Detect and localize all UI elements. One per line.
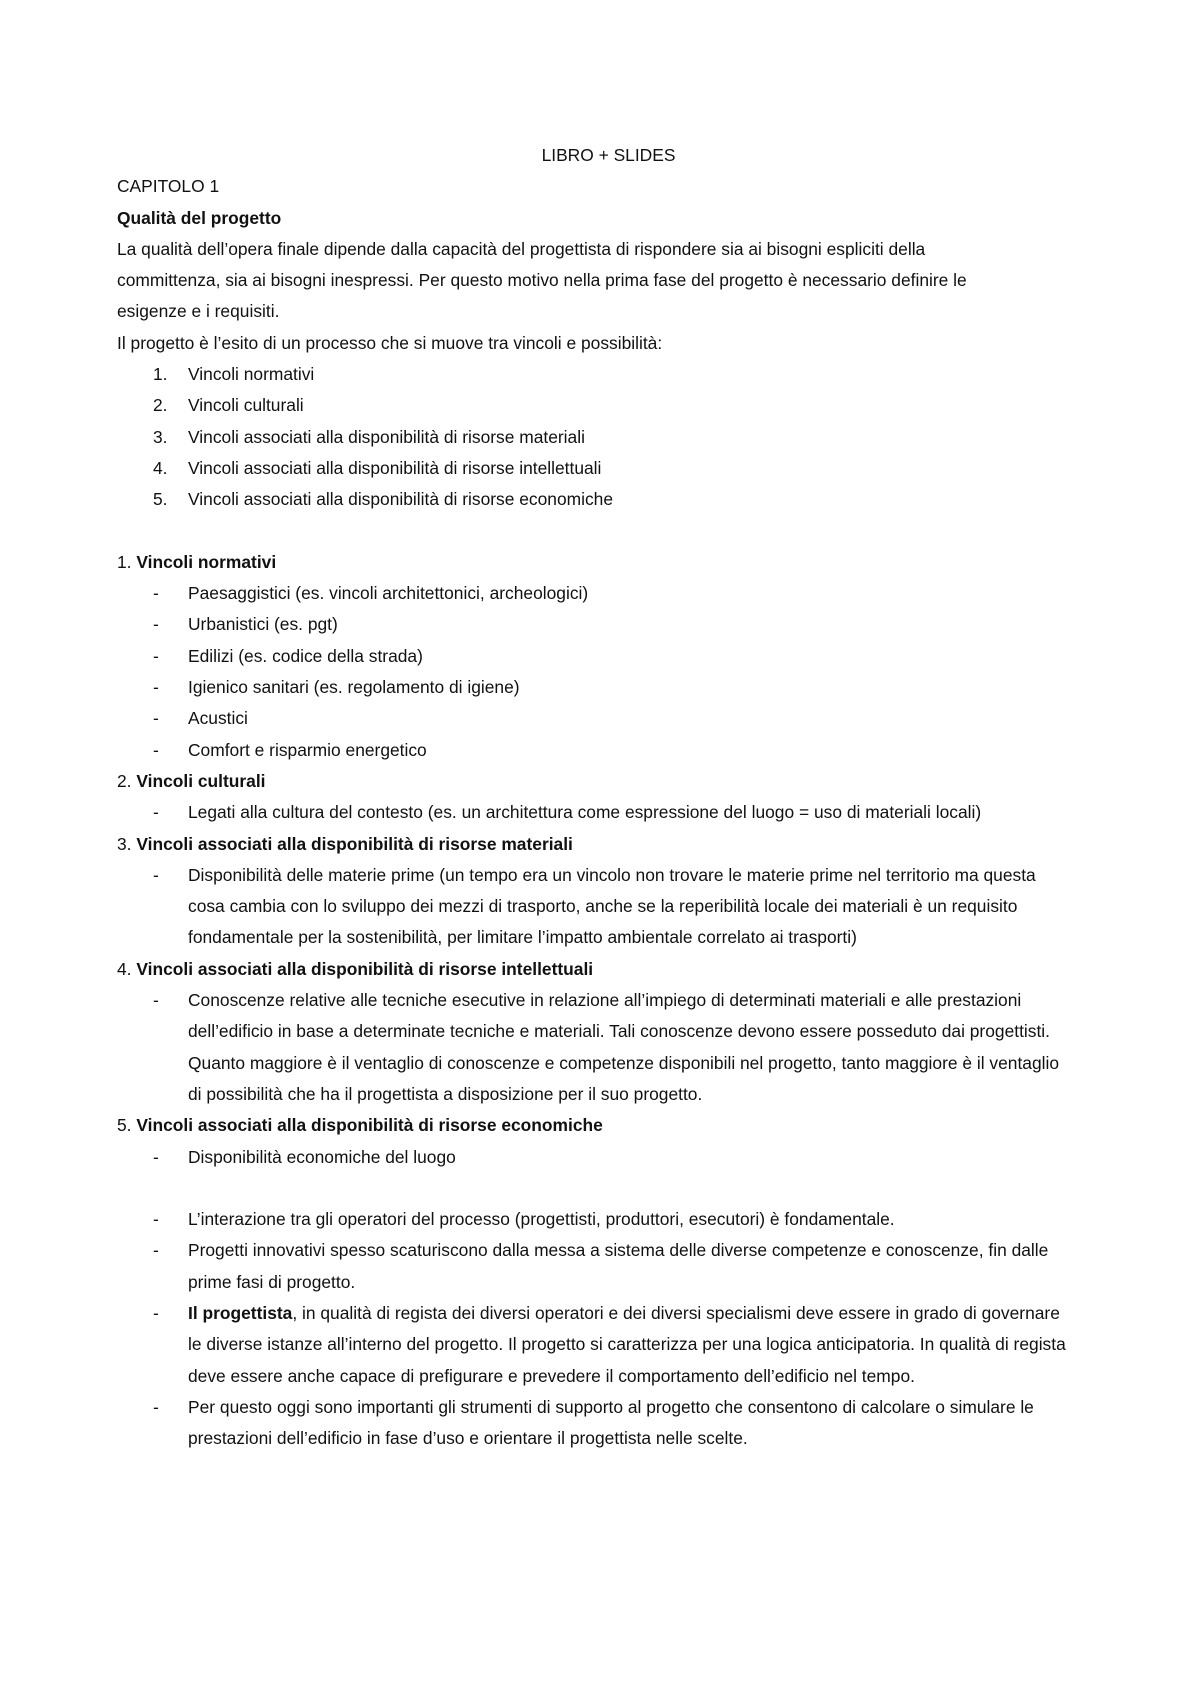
blank-line xyxy=(117,1173,1100,1204)
subsection-heading xyxy=(117,954,1100,985)
subsection-number: 3. xyxy=(117,833,137,854)
list-item-text: Comfort e risparmio energetico xyxy=(188,739,427,760)
list-item-text: Vincoli associati alla disponibilità di risorse intellettuali xyxy=(188,457,602,478)
list-item-text: Vincoli normativi xyxy=(188,364,315,385)
dash-bullet: - xyxy=(153,677,159,698)
list-item-text: Disponibilità economiche del luogo xyxy=(188,1146,456,1167)
list-item-text: Per questo oggi sono importanti gli strumenti di supporto al progetto che consentono di calcolare o simulare le prestazioni dell’edificio in fase d’uso e orientare il progettista nelle scelte. xyxy=(188,1396,1034,1449)
subsection-title: Vincoli culturali xyxy=(136,770,266,791)
list-item-text: Vincoli associati alla disponibilità di risorse materiali xyxy=(188,426,585,447)
chapter-heading: CAPITOLO 1 xyxy=(117,176,220,197)
list-item xyxy=(117,609,1100,640)
list-number: 5. xyxy=(153,489,168,510)
list-item xyxy=(117,703,1100,734)
list-item-text: Acustici xyxy=(188,708,248,729)
list-item xyxy=(117,1142,1100,1173)
subsection-number: 4. xyxy=(117,958,137,979)
list-number: 4. xyxy=(153,457,168,478)
dash-bullet: - xyxy=(153,739,159,760)
blank-line xyxy=(117,516,1100,547)
subsection-title: Vincoli normativi xyxy=(136,551,277,572)
document-title: LIBRO + SLIDES xyxy=(541,145,676,165)
dash-bullet: - xyxy=(153,864,159,885)
list-item xyxy=(117,860,1100,954)
subsection-heading xyxy=(117,1110,1100,1141)
subsection-title: Vincoli associati alla disponibilità di risorse materiali xyxy=(136,833,573,854)
subsection-title: Vincoli associati alla disponibilità di risorse economiche xyxy=(136,1115,603,1136)
dash-bullet: - xyxy=(153,1396,159,1417)
dash-bullet: - xyxy=(153,1302,159,1323)
list-number: 2. xyxy=(153,395,168,416)
dash-bullet: - xyxy=(153,583,159,604)
list-item xyxy=(117,1298,1100,1392)
list-item-text: Vincoli associati alla disponibilità di risorse economiche xyxy=(188,489,614,510)
list-item-continuation: , in qualità di regista dei diversi operatori e dei diversi specialismi deve essere in grado di governare le diverse istanze all’interno del progetto. Il progetto si caratterizza per una logica anticipatoria. In qualità di regista deve essere anche capace di prefigurare e prevedere il comportamento dell’edificio nel tempo. xyxy=(188,1302,1066,1386)
subsection-number: 1. xyxy=(117,551,137,572)
dash-bullet: - xyxy=(153,990,159,1011)
list-number: 1. xyxy=(153,364,168,385)
list-item xyxy=(117,797,1100,828)
subsection-number: 5. xyxy=(117,1115,137,1136)
list-item xyxy=(117,735,1100,766)
subsection-number: 2. xyxy=(117,770,137,791)
subsection-heading xyxy=(117,766,1100,797)
dash-bullet: - xyxy=(153,614,159,635)
list-item-text: L’interazione tra gli operatori del processo (progettisti, produttori, esecutori) è fondamentale. xyxy=(188,1209,895,1230)
dash-bullet: - xyxy=(153,802,159,823)
list-item xyxy=(117,985,1100,1110)
dash-bullet: - xyxy=(153,1146,159,1167)
list-item xyxy=(117,422,1100,453)
list-item xyxy=(117,672,1100,703)
list-number: 3. xyxy=(153,426,168,447)
dash-bullet: - xyxy=(153,708,159,729)
list-item xyxy=(117,359,1100,390)
list-item-text: Paesaggistici (es. vincoli architettonici, archeologici) xyxy=(188,583,589,604)
section-heading: Qualità del progetto xyxy=(117,207,282,228)
subsection-title: Vincoli associati alla disponibilità di risorse intellettuali xyxy=(136,958,594,979)
list-item xyxy=(117,484,1100,515)
list-item-text: Edilizi (es. codice della strada) xyxy=(188,645,423,666)
list-item-text: Urbanistici (es. pgt) xyxy=(188,614,338,635)
list-item xyxy=(117,1392,1100,1455)
subsection-heading xyxy=(117,829,1100,860)
list-item-text: Legati alla cultura del contesto (es. un architettura come espressione del luogo = uso di materiali locali) xyxy=(188,802,982,823)
list-item xyxy=(117,641,1100,672)
emphasis-text: Il progettista xyxy=(188,1302,293,1323)
intro-paragraph: La qualità dell’opera finale dipende dalla capacità del progettista di rispondere sia ai bisogni espliciti della committenza, sia ai bisogni inespressi. Per questo motivo nella prima fase del progetto è necessario definire le esigenze e i requisiti. xyxy=(117,238,967,322)
process-sentence: Il progetto è l’esito di un processo che si muove tra vincoli e possibilità: xyxy=(117,332,663,353)
list-item xyxy=(117,453,1100,484)
list-item-text: Vincoli culturali xyxy=(188,395,304,416)
subsection-heading xyxy=(117,547,1100,578)
list-item-text: Progetti innovativi spesso scaturiscono dalla messa a sistema delle diverse competenze e conoscenze, fin dalle prime fasi di progetto. xyxy=(188,1240,1049,1292)
list-item xyxy=(117,390,1100,421)
dash-bullet: - xyxy=(153,1209,159,1230)
list-item xyxy=(117,1235,1100,1298)
list-item-text: Disponibilità delle materie prime (un tempo era un vincolo non trovare le materie prime nel territorio ma questa cosa cambia con lo sviluppo dei mezzi di trasporto, anche se la reperibilità locale dei materiali è un requisito fondamentale per la sostenibilità, per limitare l’impatto ambientale correlato ai trasporti) xyxy=(188,864,1036,948)
list-item xyxy=(117,1204,1100,1235)
list-item xyxy=(117,578,1100,609)
list-item-text: Conoscenze relative alle tecniche esecutive in relazione all’impiego di determinati materiali e alle prestazioni dell’edificio in base a determinate tecniche e materiali. Tali conoscenze devono essere posseduto dai progettisti. Quanto maggiore è il ventaglio di conoscenze e competenze disponibili nel progetto, tanto maggiore è il ventaglio di possibilità che ha il progettista a disposizione per il suo progetto. xyxy=(188,990,1060,1104)
dash-bullet: - xyxy=(153,1240,159,1261)
list-item-text: Igienico sanitari (es. regolamento di igiene) xyxy=(188,677,520,698)
vincoli-numbered-list xyxy=(117,359,1100,515)
list-item-text xyxy=(188,1298,1068,1392)
dash-bullet: - xyxy=(153,645,159,666)
